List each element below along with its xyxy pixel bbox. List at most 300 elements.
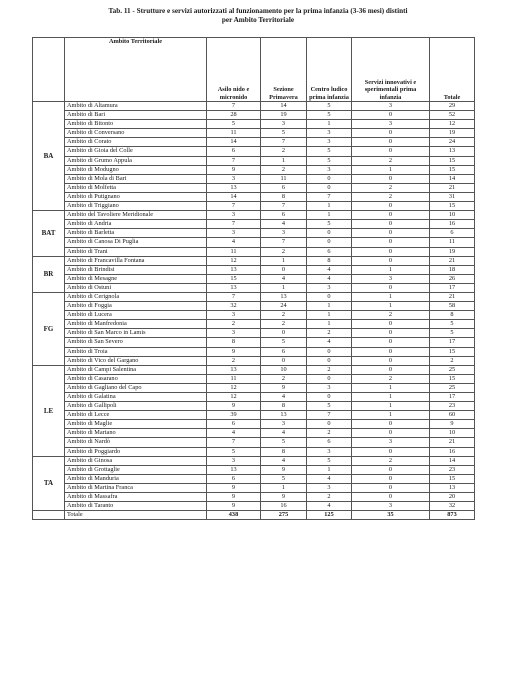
value-centro: 4	[307, 265, 352, 274]
value-totale: 58	[430, 302, 475, 311]
value-sezione: 1	[261, 483, 307, 492]
ambito-name: Ambito di Vico del Gargano	[65, 356, 207, 365]
value-asilo: 12	[207, 393, 261, 402]
value-totale: 32	[430, 502, 475, 511]
value-servizi: 2	[352, 311, 430, 320]
ambito-name: Ambito di Gallipoli	[65, 402, 207, 411]
value-sezione: 8	[261, 192, 307, 201]
value-servizi: 0	[352, 338, 430, 347]
total-value-centro: 125	[307, 511, 352, 520]
value-centro: 0	[307, 420, 352, 429]
table-row	[33, 429, 475, 438]
value-centro: 1	[307, 120, 352, 129]
value-totale: 8	[430, 311, 475, 320]
value-centro: 1	[307, 202, 352, 211]
value-centro: 5	[307, 402, 352, 411]
value-totale: 15	[430, 474, 475, 483]
value-sezione: 2	[261, 320, 307, 329]
ambito-name: Ambito di Ginosa	[65, 456, 207, 465]
header-ambito: Ambito Territoriale	[65, 38, 207, 102]
value-centro: 3	[307, 165, 352, 174]
ambito-name: Ambito di Campi Salentina	[65, 365, 207, 374]
value-totale: 10	[430, 211, 475, 220]
value-sezione: 0	[261, 265, 307, 274]
value-servizi: 1	[352, 302, 430, 311]
table-row	[33, 183, 475, 192]
value-servizi: 0	[352, 447, 430, 456]
value-asilo: 12	[207, 256, 261, 265]
table-row	[33, 256, 475, 265]
value-centro: 6	[307, 247, 352, 256]
value-asilo: 4	[207, 429, 261, 438]
ambito-name: Ambito di Gioia del Colle	[65, 147, 207, 156]
value-sezione: 3	[261, 120, 307, 129]
value-totale: 52	[430, 111, 475, 120]
ambito-name: Ambito di Conversano	[65, 129, 207, 138]
value-servizi: 0	[352, 129, 430, 138]
table-row	[33, 156, 475, 165]
value-servizi: 0	[352, 320, 430, 329]
value-servizi: 0	[352, 147, 430, 156]
ambito-name: Ambito di Altamura	[65, 102, 207, 111]
value-sezione: 4	[261, 429, 307, 438]
total-row	[33, 511, 475, 520]
value-centro: 2	[307, 493, 352, 502]
province-label: LE	[33, 365, 65, 456]
value-servizi: 1	[352, 265, 430, 274]
value-sezione: 24	[261, 302, 307, 311]
table-row	[33, 165, 475, 174]
ambito-name: Ambito di Putignano	[65, 192, 207, 201]
value-centro: 3	[307, 383, 352, 392]
value-asilo: 9	[207, 165, 261, 174]
ambito-name: Ambito di Bitonto	[65, 120, 207, 129]
table-row	[33, 347, 475, 356]
province-label: BAT	[33, 211, 65, 256]
value-centro: 4	[307, 338, 352, 347]
value-asilo: 3	[207, 174, 261, 183]
ambito-name: Ambito di Grottaglie	[65, 465, 207, 474]
value-sezione: 2	[261, 311, 307, 320]
ambito-name: Ambito di Troia	[65, 347, 207, 356]
value-sezione: 9	[261, 383, 307, 392]
table-row	[33, 383, 475, 392]
value-asilo: 6	[207, 474, 261, 483]
value-totale: 5	[430, 320, 475, 329]
value-centro: 0	[307, 374, 352, 383]
value-servizi: 0	[352, 347, 430, 356]
value-sezione: 7	[261, 138, 307, 147]
value-totale: 17	[430, 283, 475, 292]
value-sezione: 14	[261, 102, 307, 111]
table-title	[28, 7, 488, 24]
value-centro: 4	[307, 502, 352, 511]
ambito-name: Ambito di Modugno	[65, 165, 207, 174]
ambito-name: Ambito di Lecce	[65, 411, 207, 420]
ambito-name: Ambito di Gagliano del Capo	[65, 383, 207, 392]
table-row	[33, 365, 475, 374]
value-asilo: 7	[207, 156, 261, 165]
table-row	[33, 393, 475, 402]
ambito-name: Ambito di Canosa Di Puglia	[65, 238, 207, 247]
value-servizi: 0	[352, 174, 430, 183]
province-label: BA	[33, 102, 65, 211]
value-totale: 23	[430, 402, 475, 411]
ambito-name: Ambito di Mesagne	[65, 274, 207, 283]
value-totale: 5	[430, 329, 475, 338]
value-centro: 4	[307, 274, 352, 283]
value-asilo: 12	[207, 383, 261, 392]
value-asilo: 3	[207, 329, 261, 338]
value-asilo: 3	[207, 229, 261, 238]
ambito-name: Ambito di Taranto	[65, 502, 207, 511]
value-sezione: 1	[261, 283, 307, 292]
value-asilo: 9	[207, 493, 261, 502]
value-asilo: 39	[207, 411, 261, 420]
value-totale: 10	[430, 429, 475, 438]
value-sezione: 4	[261, 456, 307, 465]
value-totale: 15	[430, 374, 475, 383]
value-servizi: 0	[352, 329, 430, 338]
value-totale: 26	[430, 274, 475, 283]
value-totale: 6	[430, 229, 475, 238]
value-servizi: 3	[352, 274, 430, 283]
value-centro: 1	[307, 320, 352, 329]
value-asilo: 15	[207, 274, 261, 283]
ambito-name: Ambito di Casarano	[65, 374, 207, 383]
ambito-name: Ambito di San Marco in Lamis	[65, 329, 207, 338]
value-sezione: 10	[261, 365, 307, 374]
header-prov-cell	[33, 38, 65, 102]
value-sezione: 6	[261, 211, 307, 220]
value-asilo: 13	[207, 183, 261, 192]
value-servizi: 0	[352, 420, 430, 429]
ambito-name: Ambito di Molfetta	[65, 183, 207, 192]
ambito-name: Ambito di Martano	[65, 429, 207, 438]
ambito-name: Ambito di Triggiano	[65, 202, 207, 211]
table-row	[33, 292, 475, 301]
value-centro: 3	[307, 138, 352, 147]
header-totale: Totale	[430, 38, 475, 102]
value-centro: 5	[307, 102, 352, 111]
value-servizi: 0	[352, 211, 430, 220]
value-asilo: 9	[207, 483, 261, 492]
table-row	[33, 202, 475, 211]
value-centro: 1	[307, 302, 352, 311]
ambito-name: Ambito di Foggia	[65, 302, 207, 311]
value-sezione: 1	[261, 156, 307, 165]
value-totale: 21	[430, 183, 475, 192]
value-servizi: 3	[352, 502, 430, 511]
header-centro: Centro ludico prima infanzia	[307, 38, 352, 102]
table-row	[33, 102, 475, 111]
title-line-2: per Ambito Territoriale	[221, 15, 295, 24]
value-sezione: 2	[261, 247, 307, 256]
ambito-name: Ambito di Nardò	[65, 438, 207, 447]
value-centro: 1	[307, 465, 352, 474]
value-totale: 21	[430, 256, 475, 265]
table-row	[33, 438, 475, 447]
value-asilo: 13	[207, 365, 261, 374]
value-servizi: 0	[352, 256, 430, 265]
value-servizi: 0	[352, 483, 430, 492]
table-row	[33, 174, 475, 183]
value-centro: 0	[307, 238, 352, 247]
value-sezione: 0	[261, 329, 307, 338]
value-totale: 12	[430, 120, 475, 129]
total-value-sezione: 275	[261, 511, 307, 520]
value-sezione: 19	[261, 111, 307, 120]
ambito-name: Ambito di San Severo	[65, 338, 207, 347]
value-sezione: 11	[261, 174, 307, 183]
ambito-name: Ambito di Brindisi	[65, 265, 207, 274]
value-totale: 13	[430, 147, 475, 156]
value-totale: 18	[430, 265, 475, 274]
table-body	[33, 102, 475, 520]
value-centro: 0	[307, 393, 352, 402]
value-asilo: 9	[207, 347, 261, 356]
value-servizi: 3	[352, 438, 430, 447]
province-label: TA	[33, 456, 65, 511]
value-centro: 0	[307, 183, 352, 192]
value-asilo: 11	[207, 247, 261, 256]
value-centro: 5	[307, 220, 352, 229]
total-value-servizi: 35	[352, 511, 430, 520]
header-asilo: Asilo nido e micronido	[207, 38, 261, 102]
value-servizi: 1	[352, 411, 430, 420]
value-asilo: 6	[207, 420, 261, 429]
value-centro: 2	[307, 329, 352, 338]
ambito-name: Ambito di Maglie	[65, 420, 207, 429]
value-sezione: 2	[261, 147, 307, 156]
value-servizi: 2	[352, 192, 430, 201]
value-totale: 31	[430, 192, 475, 201]
table-row	[33, 120, 475, 129]
value-sezione: 4	[261, 274, 307, 283]
value-asilo: 13	[207, 465, 261, 474]
value-totale: 21	[430, 292, 475, 301]
ambito-name: Ambito di Corato	[65, 138, 207, 147]
table-row	[33, 111, 475, 120]
value-asilo: 13	[207, 283, 261, 292]
value-servizi: 1	[352, 165, 430, 174]
table-row	[33, 420, 475, 429]
value-sezione: 4	[261, 393, 307, 402]
value-sezione: 5	[261, 438, 307, 447]
province-label: BR	[33, 256, 65, 292]
value-centro: 5	[307, 456, 352, 465]
value-sezione: 2	[261, 374, 307, 383]
value-totale: 14	[430, 174, 475, 183]
value-totale: 21	[430, 438, 475, 447]
value-sezione: 16	[261, 502, 307, 511]
ambito-name: Ambito di Manduria	[65, 474, 207, 483]
value-sezione: 9	[261, 493, 307, 502]
value-asilo: 4	[207, 238, 261, 247]
value-asilo: 3	[207, 311, 261, 320]
table-row	[33, 402, 475, 411]
value-asilo: 3	[207, 456, 261, 465]
value-centro: 0	[307, 356, 352, 365]
value-servizi: 0	[352, 493, 430, 502]
value-asilo: 7	[207, 202, 261, 211]
value-sezione: 5	[261, 338, 307, 347]
value-asilo: 8	[207, 338, 261, 347]
value-servizi: 2	[352, 183, 430, 192]
value-centro: 5	[307, 111, 352, 120]
value-totale: 23	[430, 465, 475, 474]
table-row	[33, 211, 475, 220]
table-row	[33, 302, 475, 311]
value-totale: 17	[430, 393, 475, 402]
value-centro: 4	[307, 474, 352, 483]
value-centro: 8	[307, 256, 352, 265]
value-totale: 15	[430, 165, 475, 174]
value-totale: 25	[430, 383, 475, 392]
value-centro: 6	[307, 438, 352, 447]
value-totale: 15	[430, 347, 475, 356]
value-sezione: 5	[261, 474, 307, 483]
value-centro: 3	[307, 283, 352, 292]
value-totale: 25	[430, 365, 475, 374]
table-row	[33, 265, 475, 274]
value-totale: 16	[430, 447, 475, 456]
table-row	[33, 456, 475, 465]
value-totale: 19	[430, 247, 475, 256]
value-asilo: 14	[207, 192, 261, 201]
total-value-totale: 873	[430, 511, 475, 520]
value-totale: 19	[430, 129, 475, 138]
data-table	[32, 37, 475, 520]
value-totale: 16	[430, 220, 475, 229]
table-row	[33, 493, 475, 502]
table-row	[33, 502, 475, 511]
value-sezione: 8	[261, 447, 307, 456]
value-servizi: 0	[352, 229, 430, 238]
value-asilo: 13	[207, 265, 261, 274]
value-asilo: 32	[207, 302, 261, 311]
total-label: Totale	[65, 511, 207, 520]
value-centro: 0	[307, 174, 352, 183]
value-totale: 2	[430, 356, 475, 365]
value-asilo: 11	[207, 374, 261, 383]
ambito-name: Ambito di Grumo Appula	[65, 156, 207, 165]
ambito-name: Ambito di Trani	[65, 247, 207, 256]
value-sezione: 6	[261, 347, 307, 356]
table-row	[33, 320, 475, 329]
table-row	[33, 192, 475, 201]
value-servizi: 2	[352, 456, 430, 465]
table-row	[33, 220, 475, 229]
value-centro: 0	[307, 229, 352, 238]
value-centro: 3	[307, 129, 352, 138]
value-asilo: 5	[207, 120, 261, 129]
ambito-name: Ambito di Bari	[65, 111, 207, 120]
value-centro: 2	[307, 365, 352, 374]
value-totale: 11	[430, 238, 475, 247]
value-asilo: 6	[207, 147, 261, 156]
value-servizi: 0	[352, 356, 430, 365]
value-totale: 9	[430, 420, 475, 429]
value-sezione: 9	[261, 465, 307, 474]
value-asilo: 7	[207, 438, 261, 447]
table-row	[33, 356, 475, 365]
value-totale: 60	[430, 411, 475, 420]
value-asilo: 9	[207, 502, 261, 511]
value-centro: 1	[307, 311, 352, 320]
ambito-name: Ambito di Cerignola	[65, 292, 207, 301]
value-sezione: 13	[261, 411, 307, 420]
table-row	[33, 283, 475, 292]
value-servizi: 3	[352, 102, 430, 111]
value-sezione: 4	[261, 220, 307, 229]
value-centro: 2	[307, 429, 352, 438]
value-totale: 29	[430, 102, 475, 111]
ambito-name: Ambito di Barletta	[65, 229, 207, 238]
value-servizi: 0	[352, 365, 430, 374]
value-totale: 15	[430, 202, 475, 211]
table-row	[33, 465, 475, 474]
value-asilo: 9	[207, 402, 261, 411]
title-line-1: Tab. 11 - Strutture e servizi autorizzati al funzionamento per la prima infanzia (3-36 mesi) distinti	[108, 7, 408, 15]
table-row	[33, 138, 475, 147]
value-centro: 5	[307, 147, 352, 156]
value-asilo: 2	[207, 356, 261, 365]
value-servizi: 0	[352, 465, 430, 474]
value-totale: 15	[430, 156, 475, 165]
value-asilo: 7	[207, 220, 261, 229]
value-sezione: 13	[261, 292, 307, 301]
value-servizi: 0	[352, 283, 430, 292]
value-servizi: 2	[352, 156, 430, 165]
value-asilo: 11	[207, 129, 261, 138]
table-row	[33, 338, 475, 347]
header-sezione: Sezione Primavera	[261, 38, 307, 102]
value-totale: 24	[430, 138, 475, 147]
value-totale: 17	[430, 338, 475, 347]
value-centro: 7	[307, 411, 352, 420]
ambito-name: Ambito di Francavilla Fontana	[65, 256, 207, 265]
value-asilo: 7	[207, 292, 261, 301]
value-totale: 13	[430, 483, 475, 492]
total-value-asilo: 438	[207, 511, 261, 520]
value-sezione: 6	[261, 183, 307, 192]
table-row	[33, 483, 475, 492]
value-servizi: 3	[352, 120, 430, 129]
table-row	[33, 247, 475, 256]
table-row	[33, 374, 475, 383]
value-centro: 7	[307, 192, 352, 201]
value-servizi: 1	[352, 292, 430, 301]
value-sezione: 5	[261, 129, 307, 138]
table-row	[33, 329, 475, 338]
ambito-name: Ambito di Poggiardo	[65, 447, 207, 456]
value-servizi: 0	[352, 138, 430, 147]
table-row	[33, 411, 475, 420]
ambito-name: Ambito di Martina Franca	[65, 483, 207, 492]
value-asilo: 3	[207, 211, 261, 220]
ambito-name: Ambito di Ostuni	[65, 283, 207, 292]
value-totale: 20	[430, 493, 475, 502]
value-asilo: 2	[207, 320, 261, 329]
value-totale: 14	[430, 456, 475, 465]
value-sezione: 0	[261, 356, 307, 365]
value-asilo: 5	[207, 447, 261, 456]
value-sezione: 8	[261, 402, 307, 411]
value-servizi: 1	[352, 383, 430, 392]
value-servizi: 2	[352, 374, 430, 383]
value-servizi: 1	[352, 402, 430, 411]
